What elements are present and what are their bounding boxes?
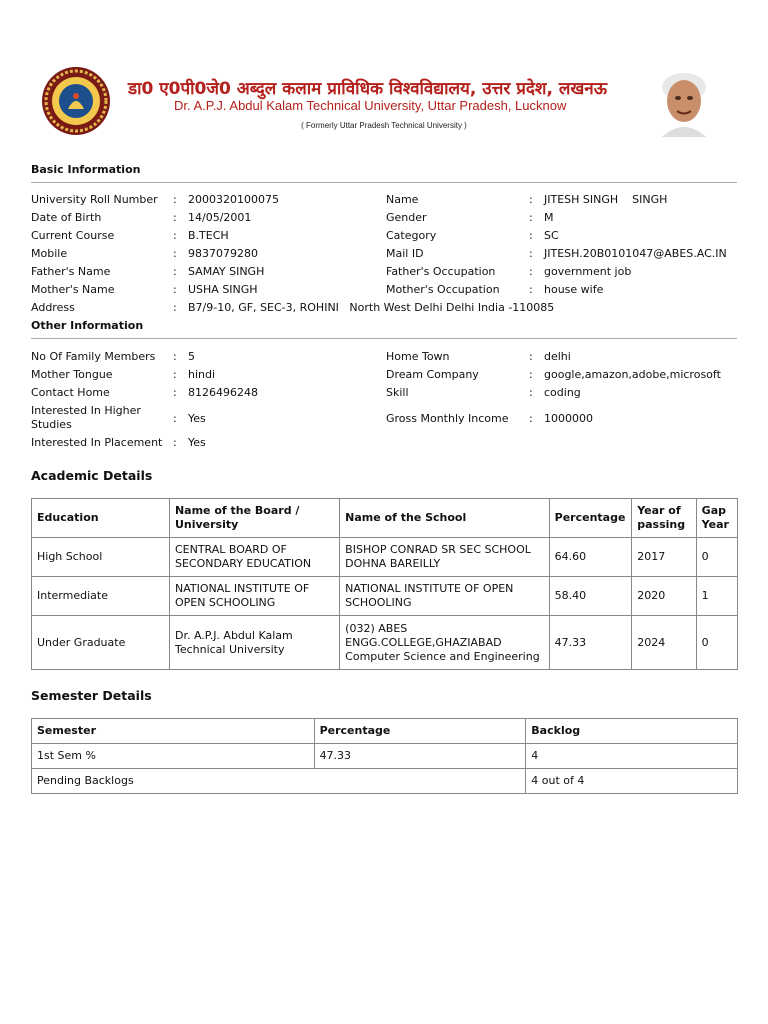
dream-value: google,amazon,adobe,microsoft <box>544 368 721 381</box>
column-header: Semester <box>32 719 315 744</box>
table-row <box>32 538 738 577</box>
table-cell: 2024 <box>632 616 696 670</box>
higher-studies-label-2: Studies <box>31 418 72 431</box>
contact-label: Contact Home <box>31 386 110 399</box>
table-cell: 0 <box>696 538 737 577</box>
academic-details-title: Academic Details <box>31 468 153 483</box>
colon: : <box>173 265 177 278</box>
hometown-label: Home Town <box>386 350 450 363</box>
father-occupation-value: government job <box>544 265 632 278</box>
colon: : <box>173 229 177 242</box>
column-header: Percentage <box>314 719 526 744</box>
table-cell: 64.60 <box>549 538 632 577</box>
pending-backlogs-value: 4 out of 4 <box>526 769 738 794</box>
hometown-value: delhi <box>544 350 571 363</box>
semester-table <box>31 718 738 794</box>
contact-value: 8126496248 <box>188 386 258 399</box>
table-cell: High School <box>32 538 170 577</box>
column-header: Name of the Board / University <box>169 499 339 538</box>
name-value: JITESH SINGH SINGH <box>544 193 668 206</box>
table-cell: 2017 <box>632 538 696 577</box>
mother-occupation-label: Mother's Occupation <box>386 283 500 296</box>
colon: : <box>173 247 177 260</box>
basic-info-title: Basic Information <box>31 163 141 176</box>
mail-value: JITESH.20B0101047@ABES.AC.IN <box>544 247 727 260</box>
family-value: 5 <box>188 350 195 363</box>
table-cell: NATIONAL INSTITUTE OF OPEN SCHOOLING <box>169 577 339 616</box>
table-cell: 1 <box>696 577 737 616</box>
semester-details-title: Semester Details <box>31 688 152 703</box>
course-label: Current Course <box>31 229 115 242</box>
gender-value: M <box>544 211 554 224</box>
colon: : <box>529 386 533 399</box>
higher-studies-value: Yes <box>188 412 206 425</box>
dream-label: Dream Company <box>386 368 479 381</box>
table-cell: CENTRAL BOARD OF SECONDARY EDUCATION <box>169 538 339 577</box>
table-cell: 1st Sem % <box>32 744 315 769</box>
higher-studies-label-1: Interested In Higher <box>31 404 141 417</box>
table-cell: Under Graduate <box>32 616 170 670</box>
colon: : <box>173 386 177 399</box>
dob-value: 14/05/2001 <box>188 211 252 224</box>
other-info-title: Other Information <box>31 319 144 332</box>
table-row <box>32 769 738 794</box>
skill-label: Skill <box>386 386 409 399</box>
colon: : <box>173 193 177 206</box>
father-value: SAMAY SINGH <box>188 265 265 278</box>
father-label: Father's Name <box>31 265 111 278</box>
tongue-value: hindi <box>188 368 216 381</box>
placement-label: Interested In Placement <box>31 436 163 449</box>
mobile-label: Mobile <box>31 247 68 260</box>
address-label: Address <box>31 301 75 314</box>
mother-value: USHA SINGH <box>188 283 258 296</box>
colon: : <box>529 211 533 224</box>
pending-backlogs-label: Pending Backlogs <box>32 769 526 794</box>
colon: : <box>173 211 177 224</box>
table-cell: NATIONAL INSTITUTE OF OPEN SCHOOLING <box>340 577 549 616</box>
colon: : <box>529 265 533 278</box>
former-name: ( Formerly Uttar Pradesh Technical University ) <box>301 121 467 130</box>
placement-value: Yes <box>188 436 206 449</box>
other-info-grid <box>0 0 768 460</box>
colon: : <box>173 301 177 314</box>
colon: : <box>529 193 533 206</box>
mother-occupation-value: house wife <box>544 283 604 296</box>
colon: : <box>529 412 533 425</box>
table-cell: (032) ABES ENGG.COLLEGE,GHAZIABAD Computer Science and Engineering <box>340 616 549 670</box>
income-value: 1000000 <box>544 412 593 425</box>
table-cell: 2020 <box>632 577 696 616</box>
colon: : <box>529 247 533 260</box>
colon: : <box>529 368 533 381</box>
roll-label: University Roll Number <box>31 193 158 206</box>
colon: : <box>173 350 177 363</box>
column-header: Year of passing <box>632 499 696 538</box>
table-cell: 47.33 <box>549 616 632 670</box>
income-label: Gross Monthly Income <box>386 412 509 425</box>
colon: : <box>529 283 533 296</box>
english-title: Dr. A.P.J. Abdul Kalam Technical University, Uttar Pradesh, Lucknow <box>174 98 567 113</box>
family-label: No Of Family Members <box>31 350 156 363</box>
colon: : <box>529 350 533 363</box>
hindi-title: डा0 ए0पी0जे0 अब्दुल कलाम प्राविधिक विश्वविद्यालय, उत्तर प्रदेश, लखनऊ <box>128 79 608 99</box>
table-header-row <box>32 719 738 744</box>
table-cell: 47.33 <box>314 744 526 769</box>
mother-label: Mother's Name <box>31 283 115 296</box>
category-value: SC <box>544 229 559 242</box>
table-cell: BISHOP CONRAD SR SEC SCHOOL DOHNA BAREILLY <box>340 538 549 577</box>
colon: : <box>173 436 177 449</box>
skill-value: coding <box>544 386 581 399</box>
dob-label: Date of Birth <box>31 211 102 224</box>
column-header: Gap Year <box>696 499 737 538</box>
column-header: Percentage <box>549 499 632 538</box>
table-row <box>32 577 738 616</box>
mobile-value: 9837079280 <box>188 247 258 260</box>
table-header-row <box>32 499 738 538</box>
address-value: B7/9-10, GF, SEC-3, ROHINI North West Delhi Delhi India -110085 <box>188 301 555 314</box>
colon: : <box>173 283 177 296</box>
course-value: B.TECH <box>188 229 229 242</box>
table-cell: 58.40 <box>549 577 632 616</box>
table-cell: 0 <box>696 616 737 670</box>
academic-table <box>31 498 738 670</box>
tongue-label: Mother Tongue <box>31 368 113 381</box>
category-label: Category <box>386 229 437 242</box>
mail-label: Mail ID <box>386 247 424 260</box>
father-occupation-label: Father's Occupation <box>386 265 496 278</box>
roll-value: 2000320100075 <box>188 193 279 206</box>
name-label: Name <box>386 193 419 206</box>
table-row <box>32 744 738 769</box>
colon: : <box>529 229 533 242</box>
gender-label: Gender <box>386 211 427 224</box>
table-row <box>32 616 738 670</box>
colon: : <box>173 412 177 425</box>
table-cell: Dr. A.P.J. Abdul Kalam Technical University <box>169 616 339 670</box>
column-header: Name of the School <box>340 499 549 538</box>
colon: : <box>173 368 177 381</box>
table-cell: Intermediate <box>32 577 170 616</box>
column-header: Backlog <box>526 719 738 744</box>
table-cell: 4 <box>526 744 738 769</box>
column-header: Education <box>32 499 170 538</box>
